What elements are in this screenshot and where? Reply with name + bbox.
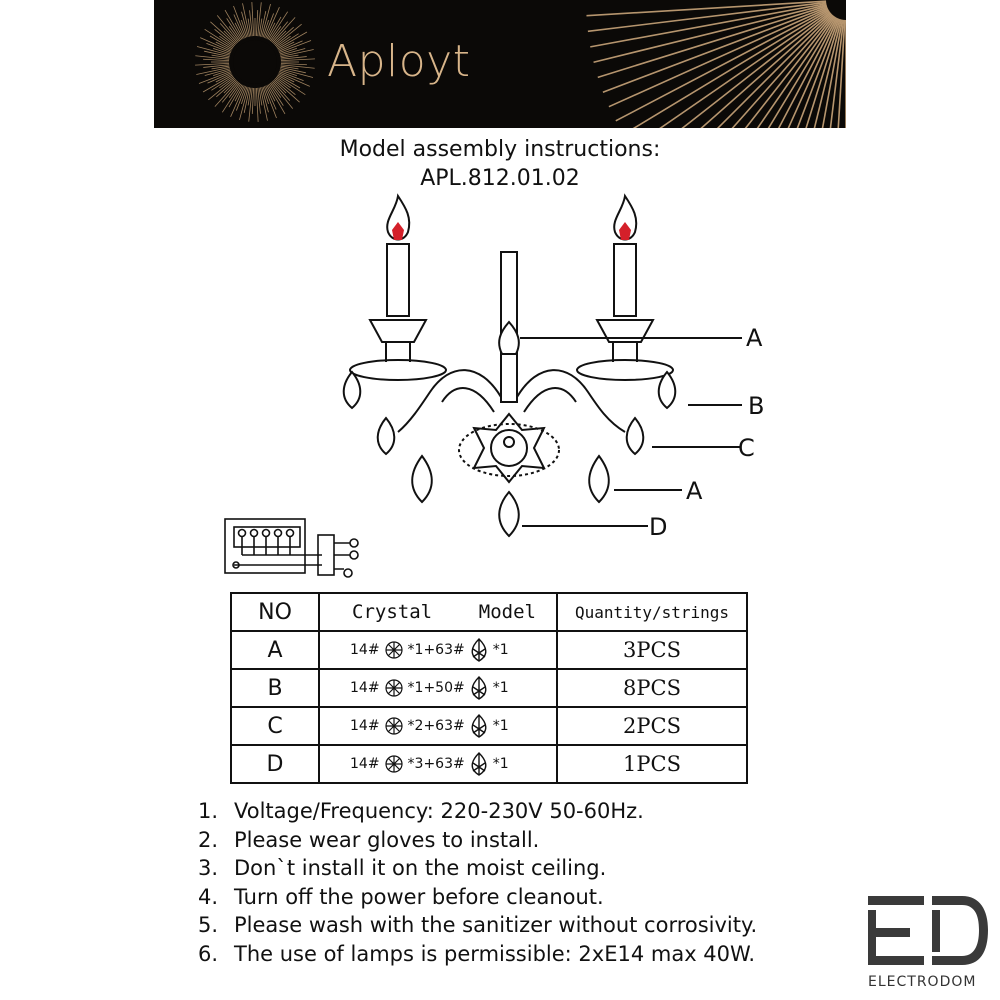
note-number: 6. bbox=[198, 941, 219, 966]
model-part: *3+63# bbox=[407, 756, 465, 772]
row-quantity: 3PCS bbox=[557, 631, 747, 669]
model-part: *2+63# bbox=[407, 718, 465, 734]
note-number: 1. bbox=[198, 799, 219, 823]
list-item bbox=[198, 940, 757, 969]
model-part: *1 bbox=[492, 718, 509, 734]
note-number: 4. bbox=[198, 884, 219, 909]
row-model bbox=[319, 631, 557, 669]
callout-d: D bbox=[649, 513, 668, 541]
pendant-crystal-icon bbox=[469, 751, 489, 777]
header-quantity: Quantity/strings bbox=[557, 593, 747, 631]
header-model: Model bbox=[478, 601, 536, 623]
model-part: *1 bbox=[492, 642, 509, 658]
instruction-notes bbox=[198, 797, 757, 968]
row-quantity: 8PCS bbox=[557, 669, 747, 707]
row-model bbox=[319, 669, 557, 707]
page-title: Model assembly instructions: bbox=[339, 137, 661, 162]
header-crystal: Crystal bbox=[352, 601, 433, 623]
table-row bbox=[231, 745, 747, 783]
model-part: *1+50# bbox=[407, 680, 465, 696]
row-quantity: 1PCS bbox=[557, 745, 747, 783]
electrodom-logo-icon bbox=[868, 896, 990, 970]
callout-b: B bbox=[748, 392, 765, 420]
model-part: 14# bbox=[350, 680, 380, 696]
model-part: 14# bbox=[350, 756, 380, 772]
model-part: 14# bbox=[350, 718, 380, 734]
octagon-crystal-icon bbox=[384, 754, 404, 774]
wall-lamp-diagram bbox=[330, 192, 780, 542]
octagon-crystal-icon bbox=[384, 678, 404, 698]
table-row bbox=[231, 707, 747, 745]
wiring-diagram bbox=[222, 515, 362, 585]
pendant-crystal-icon bbox=[469, 675, 489, 701]
table-header-row bbox=[231, 593, 747, 631]
note-number: 2. bbox=[198, 827, 219, 852]
model-part: 14# bbox=[350, 642, 380, 658]
list-item bbox=[198, 883, 757, 912]
model-part: *1 bbox=[492, 756, 509, 772]
brand-banner bbox=[154, 0, 846, 128]
callout-c: C bbox=[738, 434, 755, 462]
note-number: 5. bbox=[198, 913, 219, 937]
row-model bbox=[319, 745, 557, 783]
electrodom-logo-text: ELECTRODOM bbox=[868, 974, 977, 990]
list-item bbox=[198, 854, 757, 883]
table-row bbox=[231, 631, 747, 669]
row-quantity: 2PCS bbox=[557, 707, 747, 745]
note-text: Please wear gloves to install. bbox=[234, 827, 540, 852]
table-row bbox=[231, 669, 747, 707]
callout-a-top: A bbox=[746, 324, 763, 352]
header-no: NO bbox=[231, 593, 319, 631]
crystal-table bbox=[230, 592, 748, 784]
octagon-crystal-icon bbox=[384, 716, 404, 736]
octagon-crystal-icon bbox=[384, 640, 404, 660]
note-text: Turn off the power before cleanout. bbox=[234, 884, 604, 909]
model-part: *1+63# bbox=[407, 642, 465, 658]
note-number: 3. bbox=[198, 856, 219, 880]
model-part: *1 bbox=[492, 680, 509, 696]
pendant-crystal-icon bbox=[469, 713, 489, 739]
brand-name: Aployt bbox=[327, 36, 471, 87]
note-text: Please wash with the sanitizer without corrosivity. bbox=[234, 913, 758, 937]
header-crystal-model bbox=[319, 593, 557, 631]
note-text: Don`t install it on the moist ceiling. bbox=[234, 856, 607, 880]
pendant-crystal-icon bbox=[469, 637, 489, 663]
note-text: Voltage/Frequency: 220-230V 50-60Hz. bbox=[234, 799, 644, 823]
model-code: APL.812.01.02 bbox=[420, 166, 580, 191]
list-item bbox=[198, 826, 757, 855]
sunburst-graphic bbox=[154, 0, 846, 128]
callout-a-low: A bbox=[686, 477, 703, 505]
row-no: C bbox=[231, 707, 319, 745]
list-item bbox=[198, 797, 757, 826]
note-text: The use of lamps is permissible: 2xE14 max 40W. bbox=[234, 941, 756, 966]
row-no: A bbox=[231, 631, 319, 669]
row-no: D bbox=[231, 745, 319, 783]
list-item bbox=[198, 911, 757, 940]
row-model bbox=[319, 707, 557, 745]
row-no: B bbox=[231, 669, 319, 707]
